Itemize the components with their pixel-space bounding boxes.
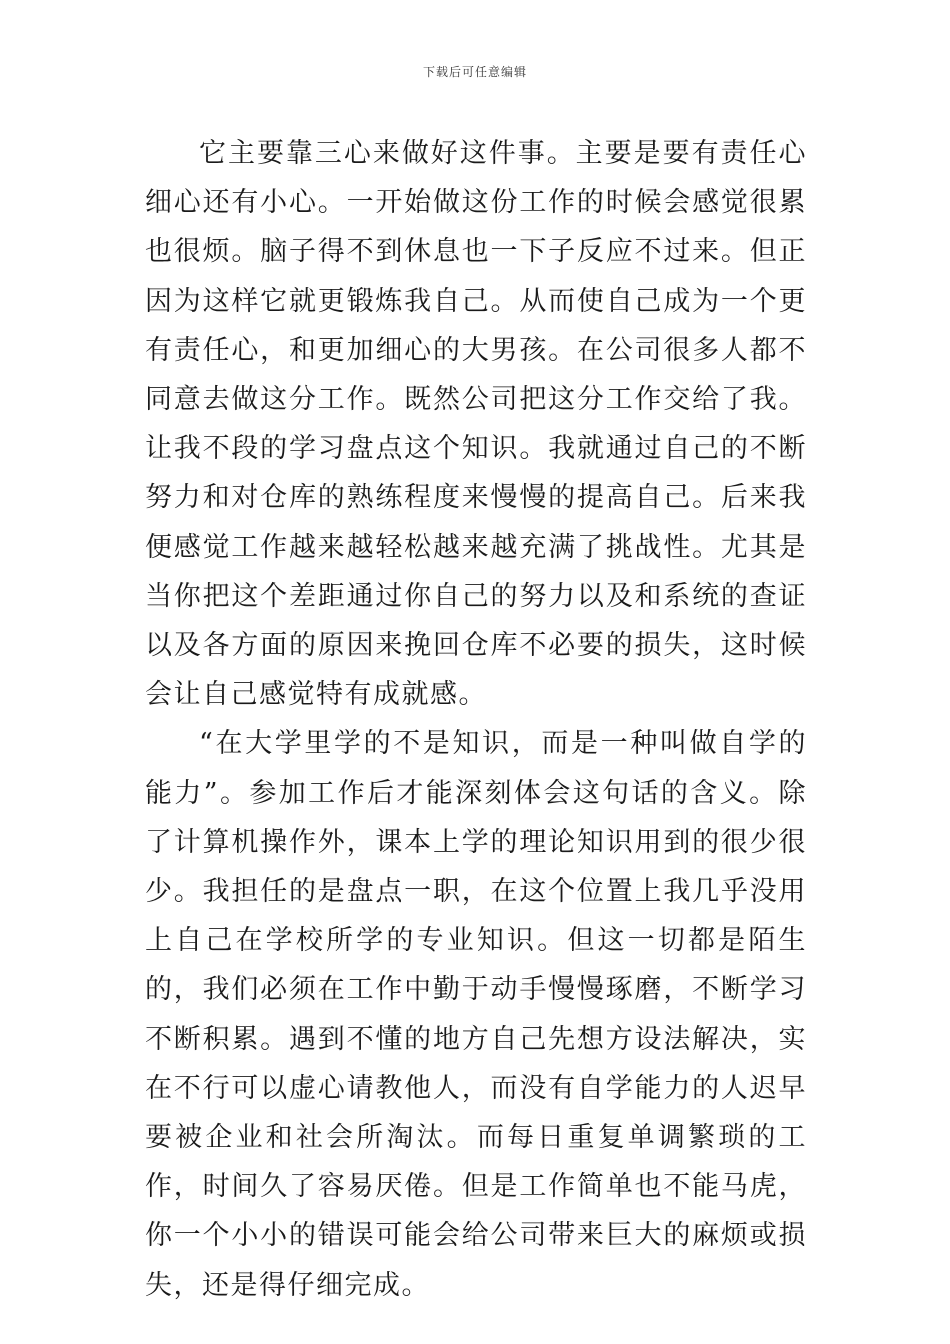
paragraph-2: “在大学里学的不是知识，而是一种叫做自学的能力”。参加工作后才能深刻体会这句话的含义。除了计算机操作外，课本上学的理论知识用到的很少很少。我担任的是盘点一职，在这个位置上我几乎没用上自己在学校所学的专业知识。但这一切都是陌生的，我们必须在工作中勤于动手慢慢琢磨，不断学习不断积累。遇到不懂的地方自己先想方设法解决，实在不行可以虚心请教他人，而没有自学能力的人迟早要被企业和社会所淘汰。而每日重复单调繁琐的工作，时间久了容易厌倦。但是工作简单也不能马虎，你一个小小的错误可能会给公司带来巨大的麻烦或损失，还是得仔细完成。: [145, 728, 807, 1301]
page-header: 下载后可任意编辑: [422, 65, 527, 79]
document-body: [145, 129, 807, 1310]
paragraph-1: 它主要靠三心来做好这件事。主要是要有责任心细心还有小心。一开始做这份工作的时候会感觉很累也很烦。脑子得不到休息也一下子反应不过来。但正因为这样它就更锻炼我自己。从而使自己成为一个更有责任心，和更加细心的大男孩。在公司很多人都不同意去做这分工作。既然公司把这分工作交给了我。让我不段的学习盘点这个知识。我就通过自己的不断努力和对仓库的熟练程度来慢慢的提高自己。后来我便感觉工作越来越轻松越来越充满了挑战性。尤其是当你把这个差距通过你自己的努力以及和系统的查证以及各方面的原因来挽回仓库不必要的损失，这时候会让自己感觉特有成就感。: [145, 138, 807, 711]
